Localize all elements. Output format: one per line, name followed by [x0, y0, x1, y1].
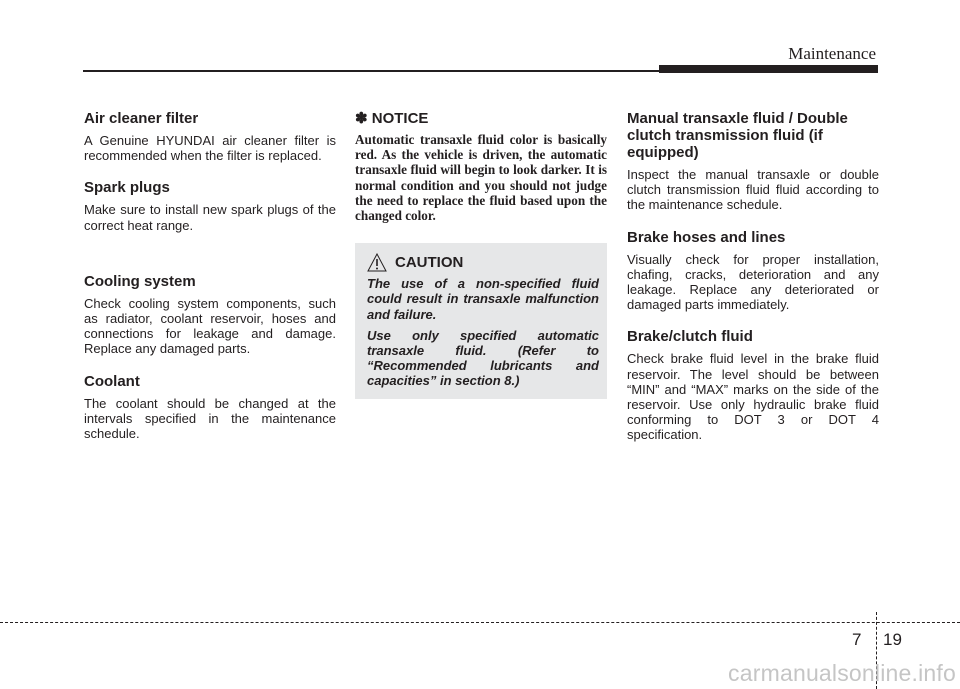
page-number: 19 [883, 630, 902, 649]
footer-rule [0, 622, 960, 623]
caution-box [355, 243, 607, 398]
heading-cooling-system: Cooling system [84, 272, 196, 290]
warning-triangle-icon [367, 253, 387, 272]
section-title: Maintenance [788, 44, 876, 63]
notice-title: NOTICE [371, 110, 429, 127]
text-cooling-system: Check cooling system components, such as radiator, coolant reservoir, hoses and connections for leakage and damage. Replace any damaged parts. [84, 295, 336, 357]
text-air-cleaner-filter: A Genuine HYUNDAI air cleaner filter is recommended when the filter is replaced. [84, 133, 336, 164]
right-column [627, 110, 879, 443]
caution-paragraph-1: The use of a non-specified fluid could result in transaxle malfunction and failure. [367, 276, 599, 322]
notice-star-icon: ✽ [355, 110, 368, 127]
text-manual-transaxle-fluid: Inspect the manual transaxle or double clutch transmission fluid fluid according to the maintenance schedule. [627, 167, 879, 213]
heading-coolant: Coolant [84, 372, 140, 390]
heading-manual-transaxle-fluid: Manual transaxle fluid / Double clutch transmission fluid (if equipped) [627, 110, 848, 161]
heading-spark-plugs: Spark plugs [84, 179, 170, 197]
watermark: carmanualsonline.info [728, 660, 956, 686]
text-brake-hoses-and-lines: Visually check for proper installation, chafing, cracks, deterioration and any leakage. Replace any deteriorated or damaged parts immediately. [627, 251, 879, 313]
caution-header [367, 252, 599, 272]
chapter-number: 7 [852, 630, 862, 649]
left-column [84, 110, 336, 441]
heading-air-cleaner-filter: Air cleaner filter [84, 110, 199, 127]
header-bar [659, 65, 878, 73]
notice-text: Automatic transaxle fluid color is basically red. As the vehicle is driven, the automatic transaxle fluid will begin to look darker. It is normal condition and you should not judge the need to replace the fluid based upon the changed color. [355, 132, 607, 224]
text-coolant: The coolant should be changed at the intervals specified in the maintenance schedule. [84, 395, 336, 442]
header-rule [83, 70, 661, 72]
heading-brake-hoses-and-lines: Brake hoses and lines [627, 228, 786, 246]
heading-brake-clutch-fluid: Brake/clutch fluid [627, 328, 753, 346]
caution-paragraph-2: Use only specified automatic transaxle fluid. (Refer to “Recommended lubricants and capacities” in section 8.) [367, 327, 599, 389]
notice-heading [355, 110, 607, 127]
caution-title: CAUTION [395, 253, 464, 271]
text-spark-plugs: Make sure to install new spark plugs of the correct heat range. [84, 202, 336, 233]
text-brake-clutch-fluid: Check brake fluid level in the brake fluid reservoir. The level should be between “MIN” and “MAX” marks on the side of the reservoir. Use only hydraulic brake fluid conforming to DOT 3 or DOT 4 specification. [627, 351, 879, 443]
middle-column [355, 110, 607, 399]
